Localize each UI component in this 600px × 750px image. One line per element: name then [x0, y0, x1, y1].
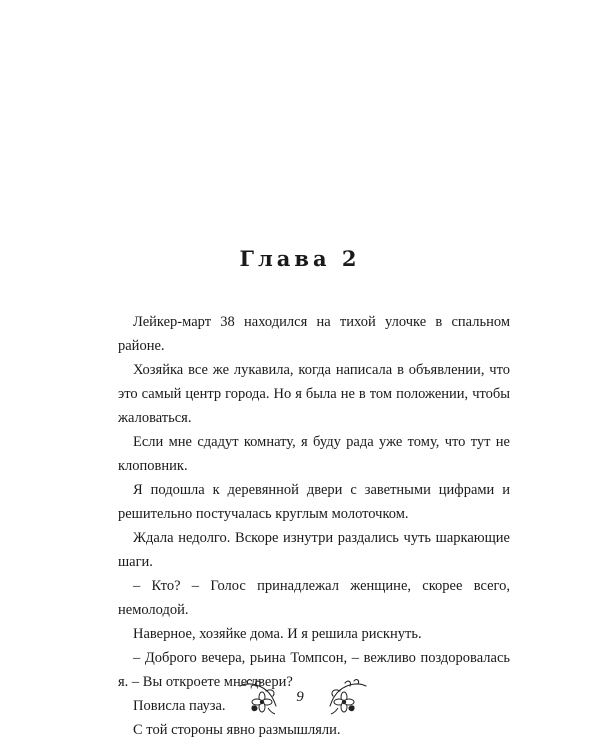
paragraph: Если мне сдадут комнату, я буду рада уже тому, что тут не клоповник.	[118, 434, 510, 474]
paragraph: – Доброго вечера, рьина Томпсон, – вежливо поздоровалась я. – Вы откроете мне двери?	[118, 650, 510, 690]
page-footer	[0, 676, 600, 726]
paragraph: Я подошла к деревянной двери с заветными цифрами и решительно постучалась круглым молоточком.	[118, 482, 510, 522]
paragraph: Лейкер-март 38 находился на тихой улочке в спальном районе.	[118, 314, 510, 354]
floral-ornament-icon	[238, 676, 278, 716]
paragraph: Повисла пауза.	[133, 698, 226, 714]
chapter-title: Глава 2	[239, 246, 361, 271]
page-number: 9	[296, 689, 304, 705]
paragraph: Хозяйка все же лукавила, когда написала в объявлении, что это самый центр города. Но я была не в том положении, чтобы жаловаться.	[118, 362, 510, 426]
paragraph: Наверное, хозяйке дома. И я решила рискнуть.	[133, 626, 422, 642]
floral-ornament-icon	[328, 676, 368, 716]
paragraph: С той стороны явно размышляли.	[133, 722, 341, 738]
paragraph: Ждала недолго. Вскоре изнутри раздались чуть шаркающие шаги.	[118, 530, 510, 570]
paragraph: – Кто? – Голос принадлежал женщине, скорее всего, немолодой.	[118, 578, 510, 618]
